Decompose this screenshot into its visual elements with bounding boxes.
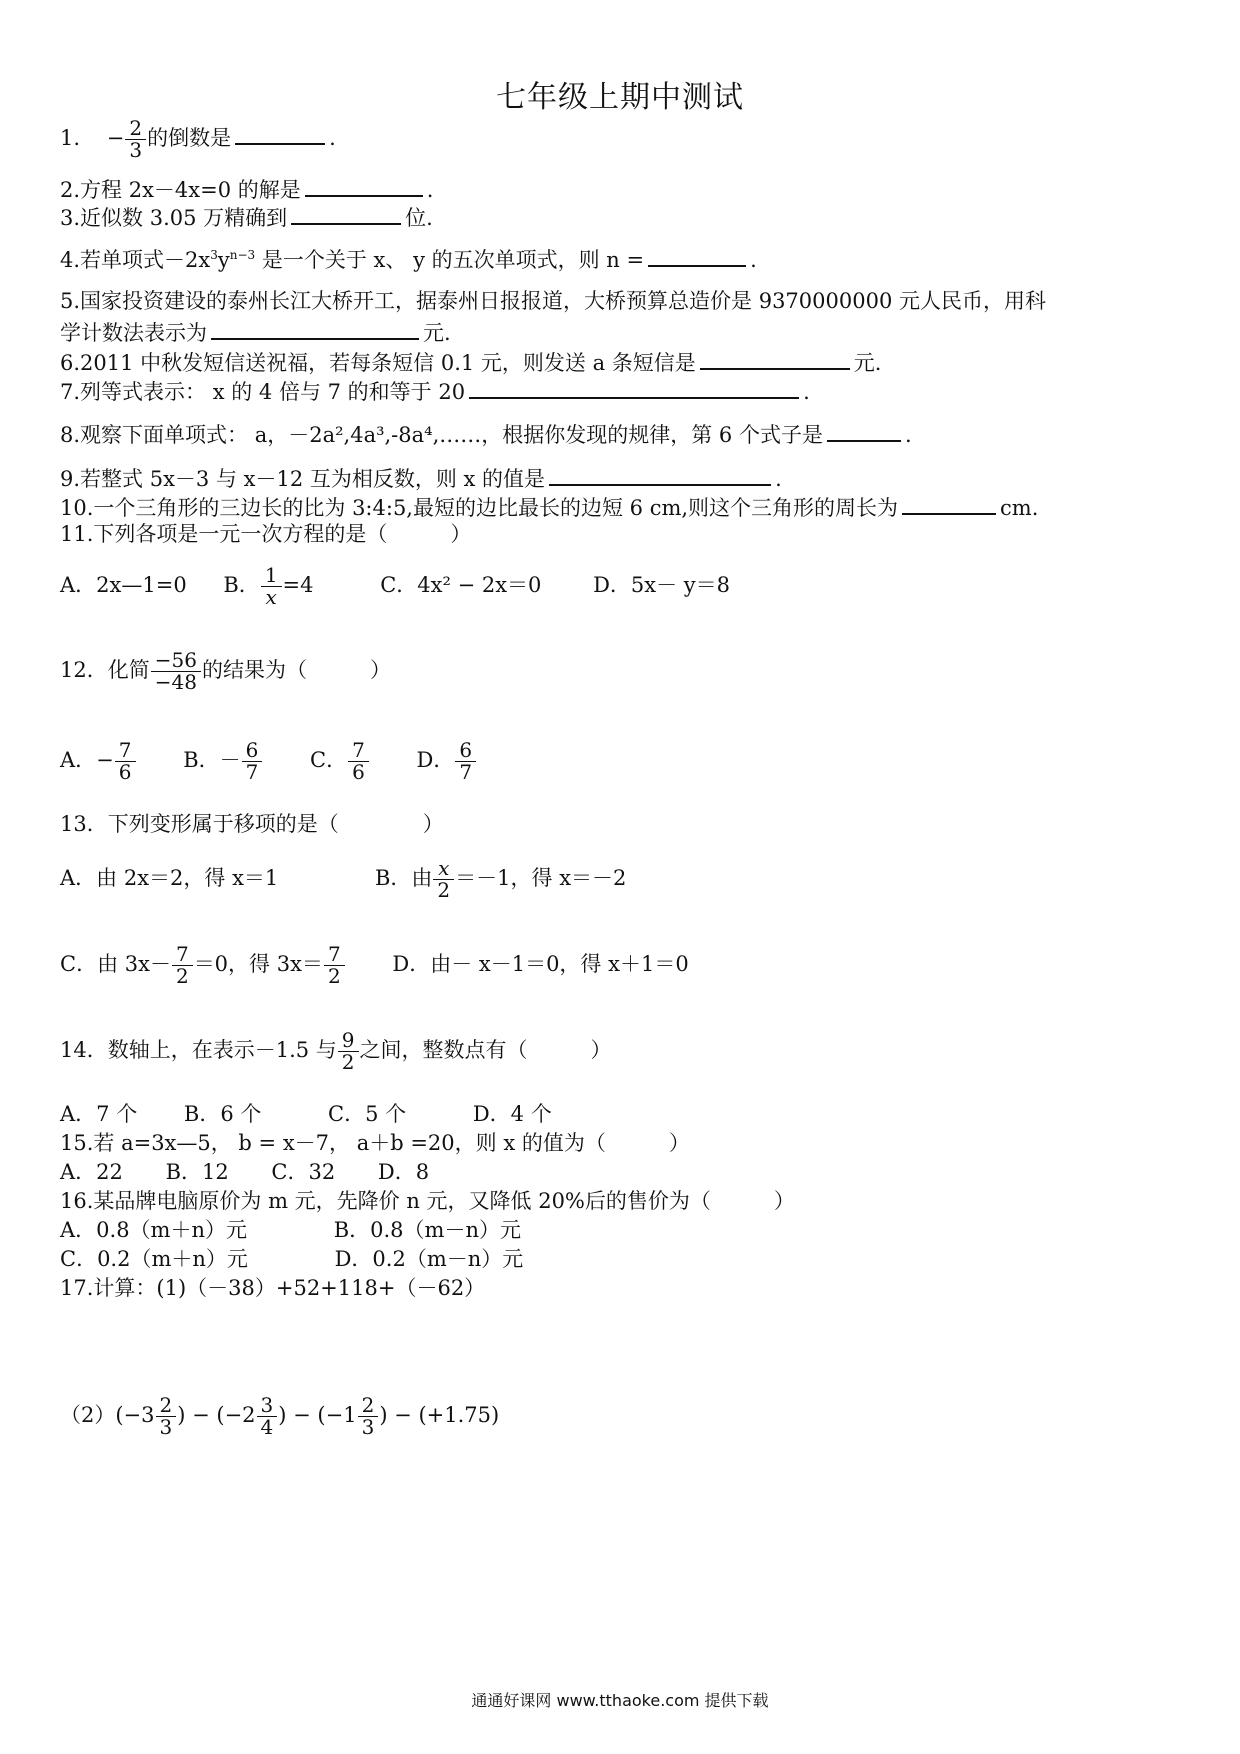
question-15 bbox=[60, 1129, 690, 1157]
question-15-options bbox=[60, 1158, 459, 1186]
answer-blank[interactable] bbox=[648, 243, 746, 267]
question-text: 15.若 a=3x—5， b = x－7， a＋b =20，则 x 的值为（ ） bbox=[60, 1131, 690, 1155]
question-text: 2.方程 2x－4x=0 的解是 bbox=[60, 178, 301, 202]
question-13 bbox=[60, 810, 444, 838]
fraction: $\frac{9}{2}$ bbox=[340, 1030, 357, 1073]
question-17 bbox=[60, 1274, 485, 1302]
answer-blank[interactable] bbox=[902, 491, 996, 515]
question-text: 8.观察下面单项式： a，－2a²,4a³,-8a⁴,……，根据你发现的规律，第 6 个式子是 bbox=[60, 423, 823, 447]
question-2: 2.方程 2x－4x=0 的解是 . bbox=[60, 173, 433, 204]
question-text: 17.计算：(1)（－38）+52+118+（－62） bbox=[60, 1276, 486, 1300]
question-5 bbox=[60, 287, 1046, 315]
answer-blank[interactable] bbox=[827, 418, 901, 442]
option-a[interactable]: A．2x—1=0 bbox=[60, 573, 187, 597]
option-b[interactable]: B．12 bbox=[165, 1160, 229, 1184]
question-12: 12．化简 $\frac{-56}{-48}$ 的结果为（ ） bbox=[60, 648, 391, 694]
question-text: 9.若整式 5x－3 与 x－12 互为相反数，则 x 的值是 bbox=[60, 467, 546, 491]
option-d[interactable]: D．8 bbox=[377, 1160, 430, 1184]
answer-blank[interactable] bbox=[235, 121, 325, 145]
option-b[interactable]: B．0.8（m－n）元 bbox=[333, 1218, 521, 1242]
answer-blank[interactable] bbox=[469, 375, 799, 399]
option-a[interactable]: A．7 个 bbox=[60, 1102, 138, 1126]
answer-blank[interactable] bbox=[291, 201, 401, 225]
option-c[interactable]: C．0.2（m＋n）元 bbox=[60, 1247, 248, 1271]
question-text: 3.近似数 3.05 万精确到 bbox=[60, 206, 288, 230]
option-a[interactable]: A．22 bbox=[60, 1160, 123, 1184]
option-c[interactable]: C．由 3x－ $\frac{7}{2}$ ＝0，得 3x＝ $\frac{7}{2}$ bbox=[60, 944, 346, 987]
question-text: 13．下列变形属于移项的是（ ） bbox=[60, 812, 444, 836]
option-d[interactable]: D．5x－ y＝8 bbox=[593, 573, 731, 597]
question-text: 12．化简 bbox=[60, 658, 150, 682]
question-3: 3.近似数 3.05 万精确到 位. bbox=[60, 201, 433, 232]
question-13-options-ab bbox=[60, 858, 656, 901]
footer-credit: 通通好课网 www.tthaoke.com 提供下载 bbox=[471, 1691, 769, 1710]
question-6: 6.2011 中秋发短信送祝福，若每条短信 0.1 元，则发送 a 条短信是 元. bbox=[60, 346, 881, 377]
question-text: 14．数轴上，在表示－1.5 与 bbox=[60, 1038, 337, 1062]
option-b[interactable]: B．由 $\frac{x}{2}$ ＝－1，得 x＝－2 bbox=[374, 856, 627, 902]
answer-blank[interactable] bbox=[211, 316, 419, 340]
question-1: 1. − $\frac{2}{3}$ 的倒数是 . bbox=[60, 116, 336, 162]
answer-blank[interactable] bbox=[549, 462, 771, 486]
question-12-options bbox=[60, 740, 507, 783]
question-14: 14．数轴上，在表示－1.5 与 $\frac{9}{2}$ 之间，整数点有（ ） bbox=[60, 1028, 612, 1074]
question-number: 1. bbox=[60, 126, 81, 150]
question-10: 10.一个三角形的三边长的比为 3:4:5,最短的边比最长的边短 6 cm,则这个三角形的周长为 cm. bbox=[60, 491, 1038, 522]
question-14-options bbox=[60, 1100, 582, 1128]
page-title: 七年级上期中测试 bbox=[496, 80, 744, 115]
option-d[interactable]: D．由－ x－1＝0，得 x＋1＝0 bbox=[392, 952, 689, 976]
question-16-options-ab bbox=[60, 1216, 551, 1244]
question-8: 8.观察下面单项式： a，－2a²,4a³,-8a⁴,……，根据你发现的规律，第 6 个式子是 . bbox=[60, 418, 912, 449]
question-16 bbox=[60, 1187, 795, 1215]
question-text: 是一个关于 x、 y 的五次单项式，则 n = bbox=[261, 248, 645, 272]
question-11-options bbox=[60, 565, 760, 608]
question-text: 6.2011 中秋发短信送祝福，若每条短信 0.1 元，则发送 a 条短信是 bbox=[60, 351, 696, 375]
option-d[interactable]: D．0.2（m－n）元 bbox=[334, 1247, 524, 1271]
question-text: 16.某品牌电脑原价为 m 元，先降价 n 元，又降低 20%后的售价为（ ） bbox=[60, 1189, 795, 1213]
option-d[interactable]: D． $\frac{6}{7}$ bbox=[417, 740, 478, 783]
option-c[interactable]: C．5 个 bbox=[328, 1102, 407, 1126]
fraction: $\frac{2}{3}$ bbox=[127, 118, 144, 161]
question-5-cont: 学计数法表示为 元. bbox=[60, 316, 451, 347]
option-a[interactable]: A．− $\frac{7}{6}$ bbox=[60, 740, 137, 783]
option-c[interactable]: C．32 bbox=[271, 1160, 336, 1184]
question-13-options-cd bbox=[60, 944, 719, 987]
question-text: 11.下列各项是一元一次方程的是（ ） bbox=[60, 522, 472, 546]
question-17-part-2: （2）(−3 $\frac{2}{3}$ ) − (−2 $\frac{3}{4}$ ) − (−1 $\frac{2}{3}$ ) − (+1.75) bbox=[60, 1393, 500, 1439]
option-d[interactable]: D．4 个 bbox=[472, 1102, 552, 1126]
question-11 bbox=[60, 520, 471, 548]
option-b[interactable]: B．6 个 bbox=[183, 1102, 262, 1126]
question-text: 7.列等式表示： x 的 4 倍与 7 的和等于 20 bbox=[60, 380, 466, 404]
option-a[interactable]: A．0.8（m＋n）元 bbox=[60, 1218, 248, 1242]
option-c[interactable]: C．4x² − 2x＝0 bbox=[380, 573, 542, 597]
question-text: 5.国家投资建设的泰州长江大桥开工，据泰州日报报道，大桥预算总造价是 9370000000 元人民币，用科 bbox=[60, 289, 1046, 313]
option-a[interactable]: A．由 2x＝2，得 x＝1 bbox=[60, 866, 279, 890]
question-9: 9.若整式 5x－3 与 x－12 互为相反数，则 x 的值是 . bbox=[60, 462, 782, 493]
question-7: 7.列等式表示： x 的 4 倍与 7 的和等于 20 . bbox=[60, 375, 810, 406]
answer-blank[interactable] bbox=[700, 346, 850, 370]
option-b[interactable]: B．－ $\frac{6}{7}$ bbox=[183, 740, 263, 783]
question-16-options-cd bbox=[60, 1245, 553, 1273]
option-b[interactable]: B． $\frac{1}{x}$ =4 bbox=[223, 563, 314, 609]
question-text: 的倒数是 bbox=[147, 126, 232, 150]
option-c[interactable]: C． $\frac{7}{6}$ bbox=[310, 740, 370, 783]
question-4: 4.若单项式$-2x^3y^{n-3}$ 是一个关于 x、 y 的五次单项式，则 n = . bbox=[60, 243, 757, 274]
fraction: $\frac{-56}{-48}$ bbox=[153, 650, 199, 693]
question-text: 10.一个三角形的三边长的比为 3:4:5,最短的边比最长的边短 6 cm,则这个三角形的周长为 bbox=[60, 496, 899, 520]
answer-blank[interactable] bbox=[305, 173, 423, 197]
